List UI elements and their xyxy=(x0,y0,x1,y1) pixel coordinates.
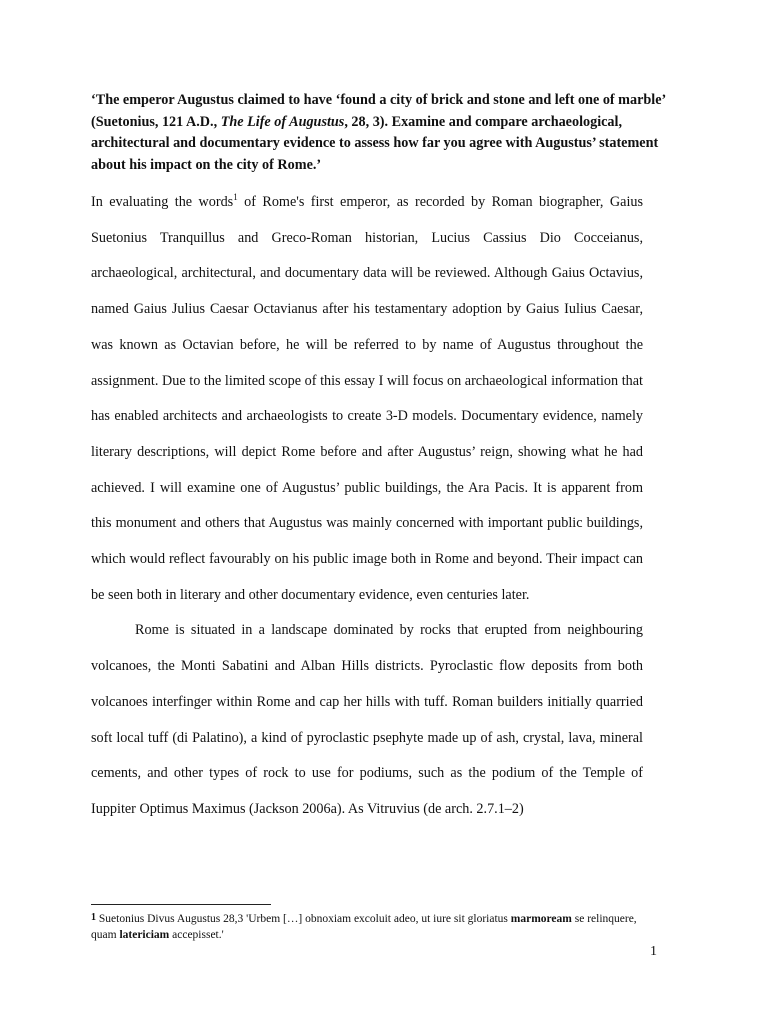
paragraph-1-rest: of Rome's first emperor, as recorded by Roman biographer, Gaius Suetonius Tranquillus and Greco-Roman historian, Lucius Cassius Dio Cocceianus, archaeological, architectural, and documentary data will be reviewed. Although Gaius Octavius, named Gaius Julius Caesar Octavianus after his testamentary adoption by Gaius Iulius Caesar, was known as Octavian before, he will be referred to by name of Augustus throughout the assignment. Due to the limited scope of this essay I will focus on archaeological information that has enabled architects and archaeologists to create 3-D models. Documentary evidence, namely literary descriptions, will depict Rome before and after Augustus’ reign, showing what he had achieved. I will examine one of Augustus’ public buildings, the Ara Pacis. It is apparent from this monument and others that Augustus was mainly concerned with important public buildings, which would reflect favourably on his public image both in Rome and beyond. Their impact can be seen both in literary and other documentary evidence, even centuries later. xyxy=(91,194,643,603)
footnote-text-c: accepisset.' xyxy=(169,929,224,941)
footnote xyxy=(91,910,651,943)
question-text-start: ‘The emperor Augustus claimed to have ‘found a city of brick and stone and left one of marble’ (Suetonius, 121 A.D., xyxy=(91,92,666,130)
question-work-title: The Life of Augustus xyxy=(220,113,345,130)
footnote-reference[interactable]: 1 xyxy=(233,192,238,202)
paragraph-1 xyxy=(91,185,643,613)
footnote-bold-a: marmoream xyxy=(510,913,572,925)
paragraph-1-start: In evaluating the words xyxy=(91,194,234,210)
footnote-separator xyxy=(91,904,271,905)
essay-body xyxy=(91,185,643,828)
paragraph-2: Rome is situated in a landscape dominated by rocks that erupted from neighbouring volcanoes, the Monti Sabatini and Alban Hills districts. Pyroclastic flow deposits from both volcanoes interfinger within Rome and cap her hills with tuff. Roman builders initially quarried soft local tuff (di Palatino), a kind of pyroclastic psephyte made up of ash, crystal, lava, mineral cements, and other types of rock to use for podiums, such as the podium of the Temple of Iuppiter Optimus Maximus (Jackson 2006a). As Vitruvius (de arch. 2.7.1–2) xyxy=(91,622,643,817)
essay-question xyxy=(91,90,669,176)
page-number: 1 xyxy=(650,944,657,959)
footnote-bold-b: latericiam xyxy=(119,929,170,941)
footnote-number: 1 xyxy=(91,912,96,923)
footnote-text-a: Suetonius Divus Augustus 28,3 'Urbem […] obnoxiam excoluit adeo, ut iure sit gloriatus xyxy=(96,913,511,925)
question-text-end: , 28, 3). Examine and compare archaeological, architectural and documentary evidence to assess how far you agree with Augustus’ statement about his impact on the city of Rome.’ xyxy=(91,113,659,173)
footnote-text-b: se relinquere, quam xyxy=(91,913,637,941)
